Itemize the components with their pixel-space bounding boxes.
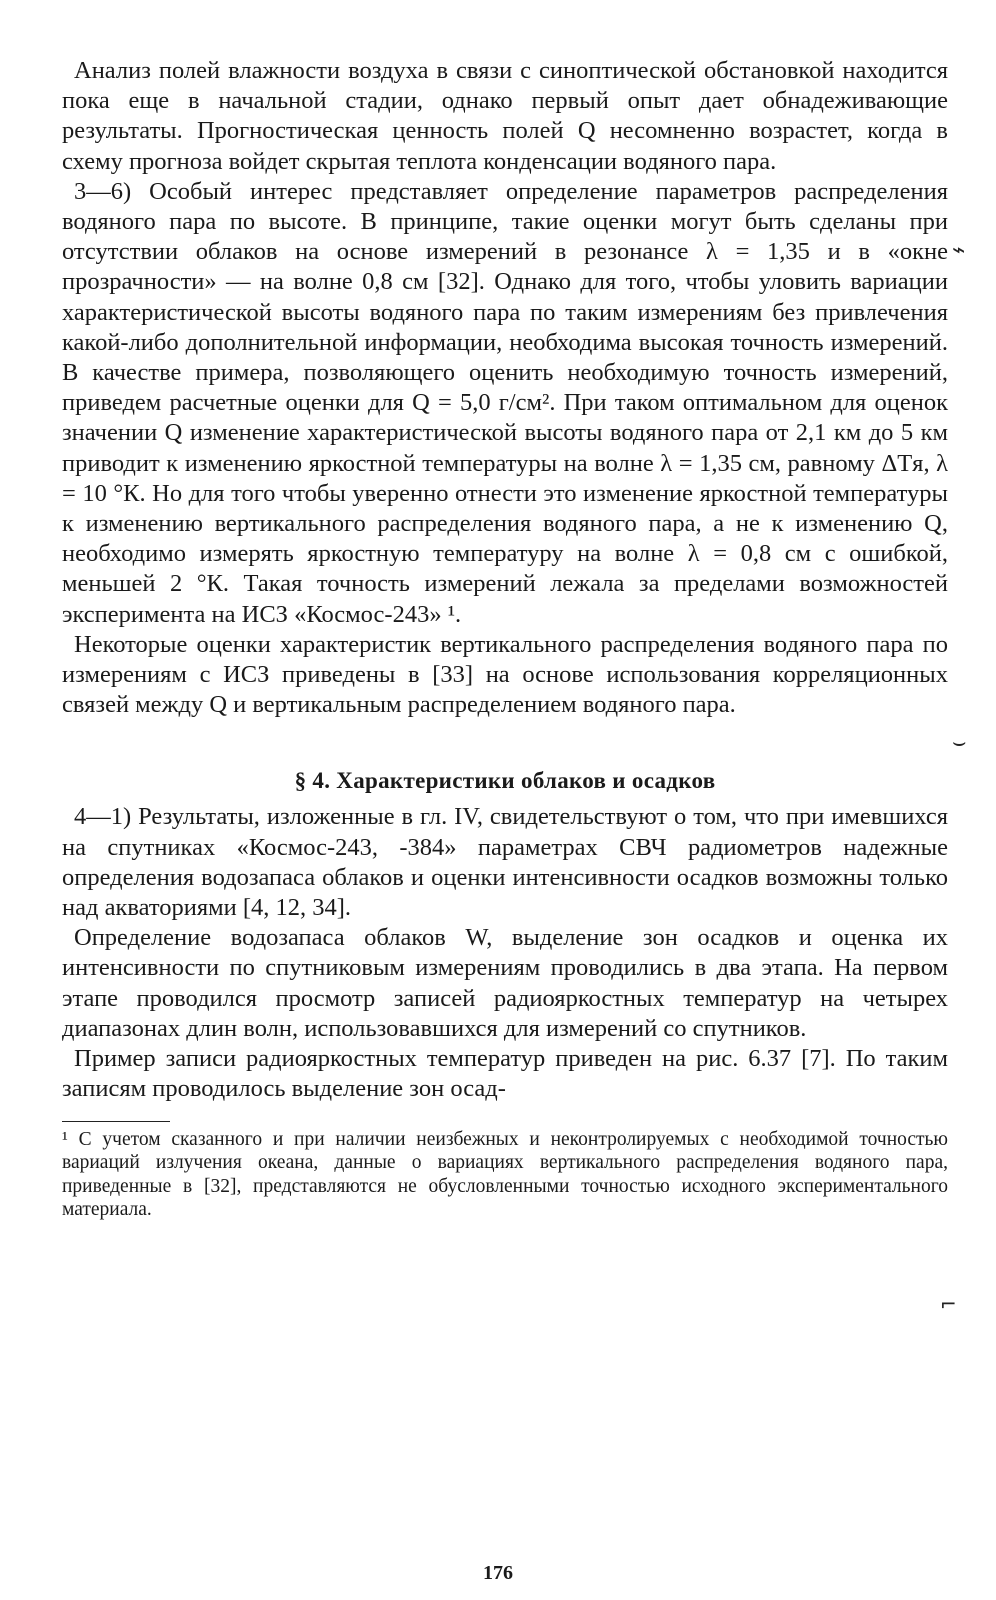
paragraph-vertical-distribution-estimates: Некоторые оценки характеристик вертикального распределения водяного пара по измерениям с ИСЗ приведены в [33] на основе использования корреляционных связей между Q и вертикальным распределением водяного пара.: [62, 630, 948, 719]
paragraph-record-example: Пример записи радиояркостных температур приведен на рис. 6.37 [7]. По таким записям проводилось выделение зон осад-: [62, 1045, 948, 1103]
paragraph-water-vapor-distribution: 3—6) Особый интерес представляет определение параметров распределения водяного пара по высоте. В принципе, такие оценки могут быть сделаны при отсутствии облаков на основе измерений в резонансе λ = 1,35 и в «окне прозрачности» — на волне 0,8 см [32]. Однако для того, чтобы уловить вариации характеристической высоты водяного пара по таким измерениям без привлечения какой-либо дополнительной информации, необходима высокая точность измерений. В качестве примера, позволяющего оценить необходимую точность измерений, приведем расчетные оценки для Q = 5,0 г/см². При таком оптимальном для оценок значении Q изменение характеристической высоты водяного пара от 2,1 км до 5 км приводит к изменению яркостной температуры на волне λ = 1,35 см, равному ΔTя, λ = 10 °К. Но для того чтобы уверенно отнести это изменение яркостной температуры к изменению вертикального распределения водяного пара, а не к изменению Q, необходимо измерять яркостную температуру на волне λ = 0,8 см с ошибкой, меньшей 2 °К. Такая точность измерений лежала за пределами возможностей эксперимента на ИСЗ «Космос-243» ¹.: [62, 177, 948, 628]
section-heading: § 4. Характеристики облаков и осадков: [294, 768, 716, 794]
margin-pen-mark-icon: ⌐: [940, 1292, 957, 1316]
footnote-divider: [62, 1121, 170, 1122]
spacer: [62, 720, 948, 766]
paragraph-cloud-water-determination: Определение водозапаса облаков W, выделение зон осадков и оценка их интенсивности по спутниковым измерениям проводились в два этапа. На первом этапе проводился просмотр записей радиояркостных температур на четырех диапазонах длин волн, использовавшихся для измерений со спутников.: [62, 924, 948, 1042]
page-body: [62, 56, 948, 1222]
footnote: ¹ С учетом сказанного и при наличии неизбежных и неконтролируемых с необходимой точностью вариаций излучения океана, данные о вариациях вертикального распределения водяного пара, приведенные в [32], представляются не обусловленными точностью исходного экспериментального материала.: [62, 1128, 948, 1220]
margin-pen-mark-icon: ⌣: [952, 730, 967, 755]
paragraph-results-chapter-iv: 4—1) Результаты, изложенные в гл. IV, свидетельствуют о том, что при имевшихся на спутниках «Космос-243, -384» параметрах СВЧ радиометров надежные определения водозапаса облаков и оценки интенсивности осадков возможны только над акваториями [4, 12, 34].: [62, 803, 948, 922]
paragraph-humidity-analysis: Анализ полей влажности воздуха в связи с синоптической обстановкой находится пока еще в начальной стадии, однако первый опыт дает обнадеживающие результаты. Прогностическая ценность полей Q несомненно возрастет, когда в схему прогноза войдет скрытая теплота конденсации водяного пара.: [62, 57, 948, 175]
page-number: 176: [483, 1562, 513, 1584]
margin-pen-mark-icon: ⌁: [952, 238, 966, 263]
